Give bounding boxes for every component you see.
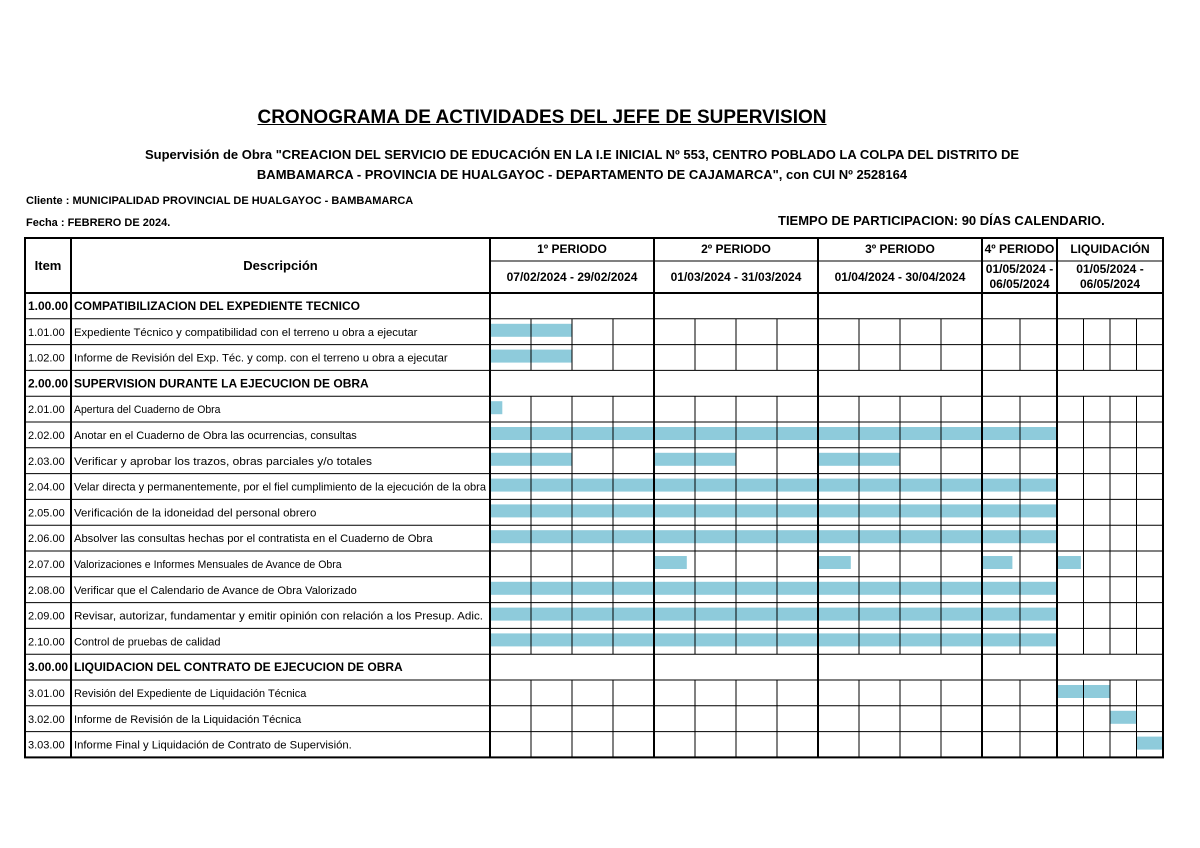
row-item: 3.01.00: [28, 688, 65, 700]
row-description: Valorizaciones e Informes Mensuales de Avance de Obra: [74, 559, 343, 571]
row-description: Anotar en el Cuaderno de Obra las ocurrencias, consultas: [74, 430, 358, 442]
row-item: 2.10.00: [28, 636, 65, 649]
row-item: 2.07.00: [28, 559, 65, 571]
period-name: 4º PERIODO: [984, 242, 1055, 256]
row-description: Verificar y aprobar los trazos, obras parciales y/o totales: [74, 455, 373, 468]
row-item: 2.04.00: [28, 481, 65, 494]
row-description: Revisión del Expediente de Liquidación Técnica: [74, 688, 308, 700]
row-description: Verificación de la idoneidad del personal obrero: [74, 507, 317, 520]
gantt-bar: [490, 608, 1057, 621]
cliente-label: Cliente : MUNICIPALIDAD PROVINCIAL DE HUALGAYOC - BAMBAMARCA: [26, 195, 414, 207]
page-title: CRONOGRAMA DE ACTIVIDADES DEL JEFE DE SUPERVISION: [257, 107, 827, 128]
header-item: Item: [34, 258, 62, 273]
row-item: 2.03.00: [28, 455, 65, 468]
header-descripcion: Descripción: [243, 258, 318, 273]
gantt-bar: [818, 556, 851, 569]
row-description: Informe de Revisión de la Liquidación Técnica: [74, 713, 303, 726]
row-description: Revisar, autorizar, fundamentar y emitir opinión con relación a los Presup. Adic.: [74, 610, 484, 623]
gantt-bar: [490, 401, 502, 414]
row-description: Expediente Técnico y compatibilidad con el terreno u obra a ejecutar: [74, 326, 418, 339]
gantt-bar: [490, 582, 1057, 595]
gantt-bar: [982, 556, 1012, 569]
row-item: 2.02.00: [28, 430, 65, 442]
gantt-bar: [490, 504, 1057, 517]
row-item: 1.02.00: [28, 352, 65, 365]
table-border: [25, 238, 1163, 757]
gantt-bar: [490, 479, 1057, 492]
row-description: COMPATIBILIZACION DEL EXPEDIENTE TECNICO: [74, 299, 361, 313]
tiempo-participacion: TIEMPO DE PARTICIPACION: 90 DÍAS CALENDARIO.: [778, 213, 1105, 228]
row-item: 1.00.00: [28, 299, 69, 313]
row-item: 2.09.00: [28, 610, 65, 623]
row-item: 2.08.00: [28, 584, 65, 597]
row-description: Informe Final y Liquidación de Contrato de Supervisión.: [74, 739, 352, 752]
period-dates: 01/03/2024 - 31/03/2024: [670, 270, 802, 284]
gantt-bar: [1110, 711, 1137, 724]
row-description: LIQUIDACION DEL CONTRATO DE EJECUCION DE OBRA: [74, 660, 403, 675]
period-name: 2º PERIODO: [701, 242, 771, 256]
gantt-bar: [490, 427, 1057, 440]
row-item: 3.03.00: [28, 739, 65, 752]
supervision-line-2: BAMBAMARCA - PROVINCIA DE HUALGAYOC - DEPARTAMENTO DE CAJAMARCA", con CUI Nº 2528164: [256, 167, 908, 182]
row-description: Informe de Revisión del Exp. Téc. y comp. con el terreno u obra a ejecutar: [74, 352, 449, 365]
gantt-bar: [654, 556, 687, 569]
period-dates: 07/02/2024 - 29/02/2024: [506, 270, 638, 284]
fecha-label: Fecha : FEBRERO DE 2024.: [26, 217, 171, 229]
period-name: 3º PERIODO: [865, 242, 935, 256]
row-item: 2.01.00: [28, 404, 65, 417]
row-description: Apertura del Cuaderno de Obra: [74, 404, 222, 417]
period-name: LIQUIDACIÓN: [1070, 242, 1150, 256]
period-dates: 01/05/2024 -06/05/2024: [985, 262, 1054, 291]
gantt-bar: [490, 633, 1057, 646]
row-description: Verificar que el Calendario de Avance de Obra Valorizado: [74, 584, 357, 597]
supervision-line-1: Supervisión de Obra "CREACION DEL SERVICIO DE EDUCACIÓN EN LA I.E INICIAL Nº 553, CENTRO POBLADO LA COLPA DEL DISTRITO DE: [144, 147, 1020, 162]
row-item: 2.05.00: [28, 507, 65, 520]
row-item: 2.00.00: [28, 376, 69, 391]
period-name: 1º PERIODO: [537, 242, 607, 256]
row-item: 3.00.00: [28, 660, 69, 675]
gantt-bar: [1057, 556, 1081, 569]
period-dates: 01/05/2024 -06/05/2024: [1076, 262, 1144, 291]
row-item: 1.01.00: [28, 326, 65, 339]
period-dates: 01/04/2024 - 30/04/2024: [834, 270, 966, 284]
row-description: SUPERVISION DURANTE LA EJECUCION DE OBRA: [74, 376, 369, 391]
row-item: 3.02.00: [28, 713, 65, 726]
row-description: Absolver las consultas hechas por el contratista en el Cuaderno de Obra: [74, 533, 434, 546]
row-item: 2.06.00: [28, 533, 65, 546]
gantt-bar: [1137, 737, 1164, 750]
row-description: Control de pruebas de calidad: [74, 636, 221, 649]
row-description: Velar directa y permanentemente, por el fiel cumplimiento de la ejecución de la obra: [74, 481, 487, 494]
gantt-bar: [490, 530, 1057, 543]
